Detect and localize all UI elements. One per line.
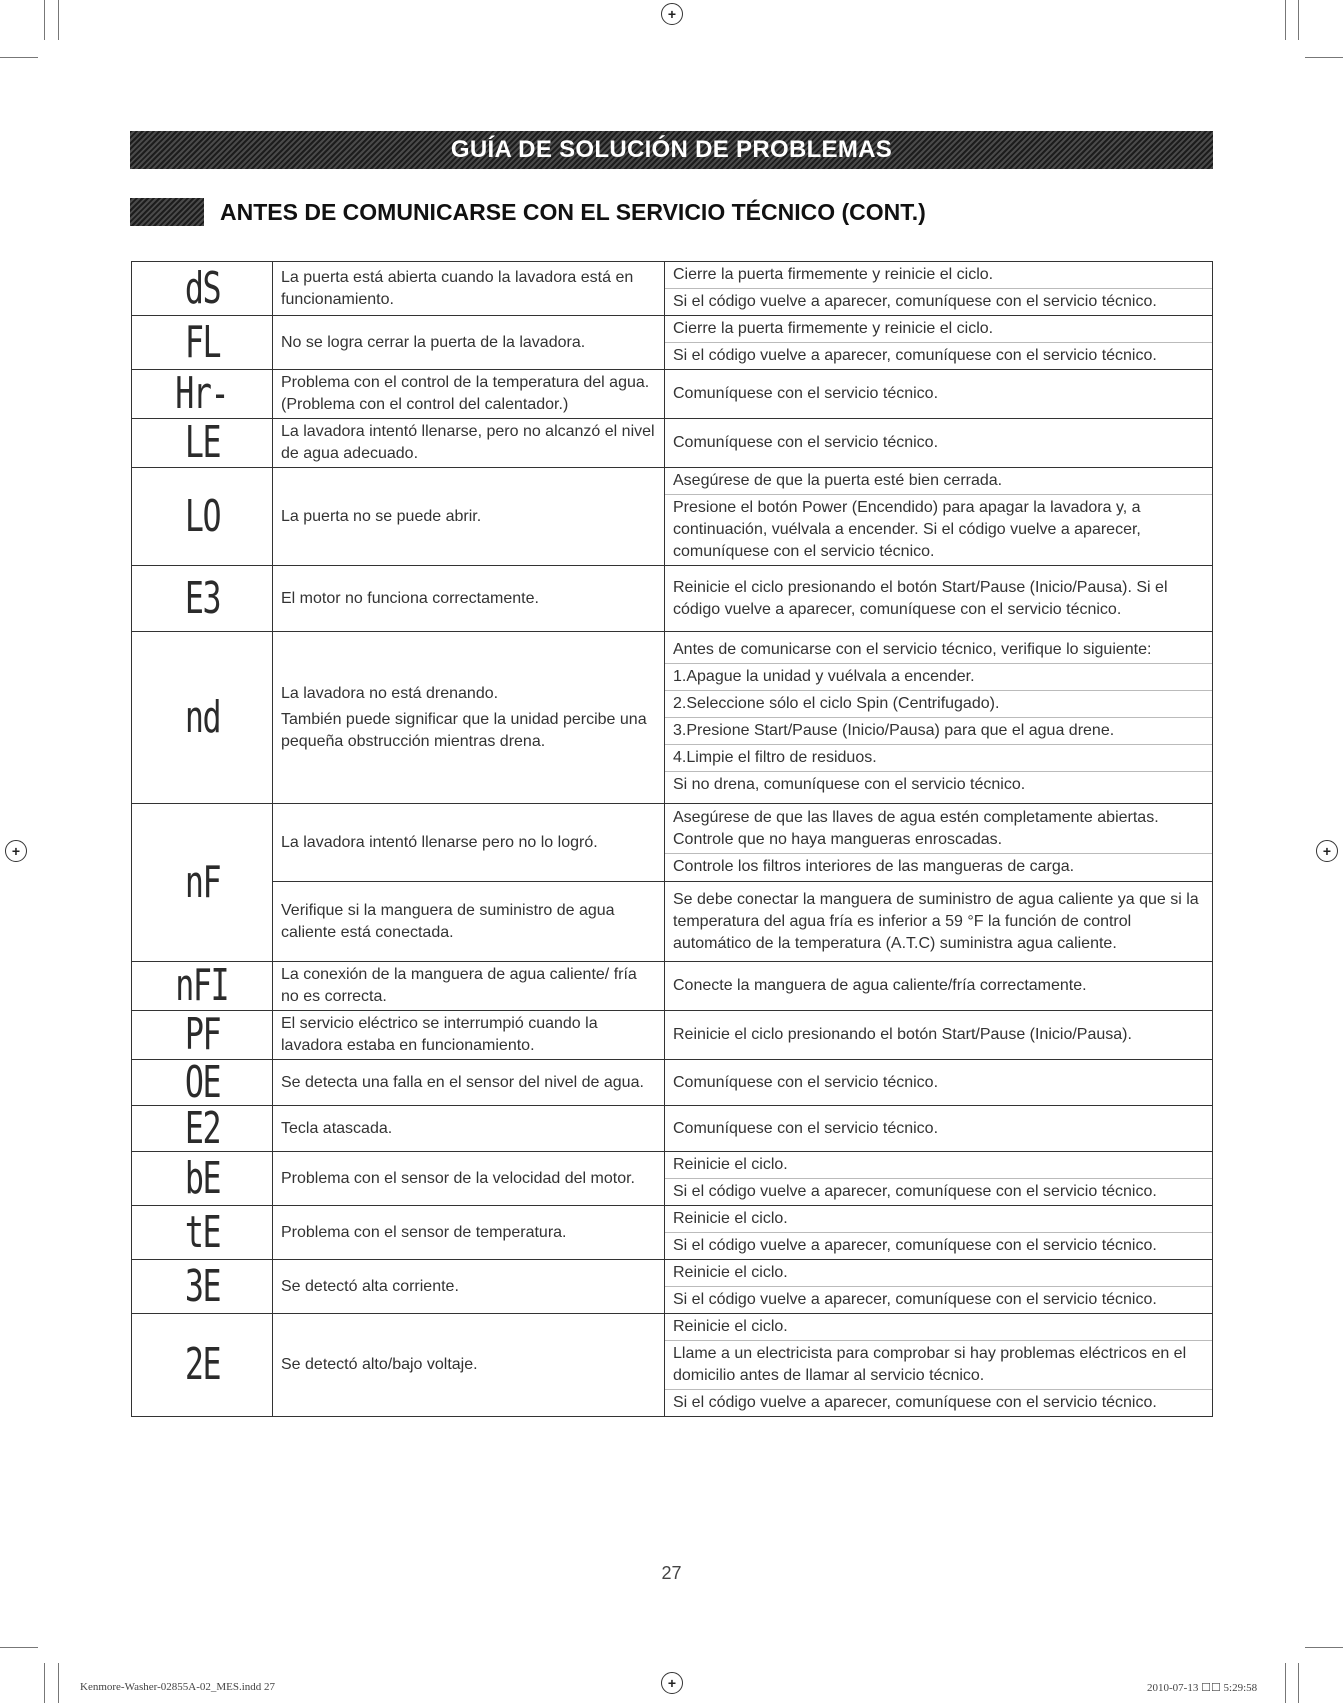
- problem-text: No se logra cerrar la puerta de la lavadora.: [281, 333, 586, 351]
- solution-cell: [665, 1152, 1213, 1206]
- solution-cell: [665, 1260, 1213, 1314]
- problem-cell: [273, 262, 665, 316]
- problem-text: El motor no funciona correctamente.: [281, 589, 539, 607]
- page-number: 27: [661, 1563, 682, 1583]
- error-code: tE: [184, 1206, 220, 1258]
- solution-line: Si el código vuelve a aparecer, comuníquese con el servicio técnico.: [673, 1183, 1157, 1200]
- problem-cell: [273, 468, 665, 566]
- solution-cell: [665, 1011, 1213, 1060]
- solution-cell: [665, 419, 1213, 468]
- error-code-cell: [132, 1011, 273, 1060]
- problem-text: Problema con el sensor de temperatura.: [281, 1223, 567, 1241]
- table-row: [132, 419, 1213, 468]
- solution-line: Si el código vuelve a aparecer, comuníquese con el servicio técnico.: [673, 347, 1157, 364]
- solution-line: Si el código vuelve a aparecer, comuníquese con el servicio técnico.: [673, 1291, 1157, 1308]
- problem-cell: [273, 566, 665, 632]
- problem-text: La puerta está abierta cuando la lavadora está en funcionamiento.: [281, 268, 634, 308]
- crop-mark: [1285, 0, 1286, 40]
- solution-cell: [665, 1060, 1213, 1106]
- solution-line: Comuníquese con el servicio técnico.: [673, 1073, 939, 1091]
- solution-cell: [665, 632, 1213, 804]
- solution-line: Reinicie el ciclo.: [665, 1152, 1212, 1179]
- problem-text: El servicio eléctrico se interrumpió cuando la lavadora estaba en funcionamiento.: [281, 1015, 598, 1054]
- solution-line: 4.Limpie el filtro de residuos.: [665, 745, 1212, 772]
- registration-mark-icon: +: [1316, 840, 1338, 862]
- page-banner: [130, 131, 1213, 169]
- section-marker: [130, 198, 204, 226]
- crop-mark: [1285, 1663, 1286, 1703]
- banner-title: GUÍA DE SOLUCIÓN DE PROBLEMAS: [450, 136, 893, 163]
- table-row: [132, 1260, 1213, 1314]
- footer-file-name: Kenmore-Washer-02855A-02_MES.indd 27: [80, 1681, 276, 1693]
- problem-cell: [273, 632, 665, 804]
- section-header: [130, 196, 926, 228]
- solution-cell: [665, 1206, 1213, 1260]
- solution-line: Si el código vuelve a aparecer, comuníquese con el servicio técnico.: [673, 293, 1157, 310]
- table-row: [132, 1152, 1213, 1206]
- table-row: [132, 370, 1213, 419]
- error-code: Hr-: [175, 368, 229, 419]
- error-code: 3E: [184, 1260, 220, 1312]
- error-code-cell: [132, 419, 273, 468]
- solution-line: Reinicie el ciclo.: [665, 1206, 1212, 1233]
- solution-line: Reinicie el ciclo.: [665, 1314, 1212, 1341]
- section-title: ANTES DE COMUNICARSE CON EL SERVICIO TÉCNICO (CONT.): [220, 198, 926, 225]
- problem-cell: [273, 419, 665, 468]
- problem-cell: [273, 1314, 665, 1417]
- problem-text: Problema con el sensor de la velocidad del motor.: [281, 1169, 635, 1187]
- table-row: [132, 262, 1213, 316]
- solution-cell: [665, 882, 1213, 962]
- table-row: [132, 962, 1213, 1011]
- solution-line: 2.Seleccione sólo el ciclo Spin (Centrifugado).: [665, 691, 1212, 718]
- problem-cell: [273, 1152, 665, 1206]
- footer-timestamp: 2010-07-13 ☐☐ 5:29:58: [1147, 1682, 1258, 1694]
- table-row: [132, 316, 1213, 370]
- problem-text: Tecla atascada.: [281, 1119, 393, 1137]
- problem-text: Se detectó alto/bajo voltaje.: [281, 1356, 478, 1373]
- solution-line: Reinicie el ciclo presionando el botón Start/Pause (Inicio/Pausa).: [673, 1026, 1132, 1043]
- problem-text: También puede significar que la unidad percibe una pequeña obstrucción mientras drena.: [281, 710, 647, 750]
- error-code-cell: [132, 632, 273, 804]
- error-code-cell: [132, 262, 273, 316]
- error-code: OE: [184, 1056, 220, 1108]
- crop-mark: [0, 1647, 38, 1648]
- error-code: nFI: [175, 960, 229, 1011]
- problem-cell: [273, 1106, 665, 1152]
- solution-line: Comuníquese con el servicio técnico.: [673, 385, 939, 402]
- error-code: bE: [184, 1152, 220, 1204]
- problem-cell: La lavadora intentó llenarse pero no lo logró.: [273, 804, 665, 882]
- error-code-cell: [132, 1056, 273, 1108]
- error-code-cell: [132, 468, 273, 566]
- table-row: [132, 882, 1213, 962]
- error-code-cell: [132, 316, 273, 370]
- error-code-cell: [132, 1314, 273, 1417]
- solution-line: Si el código vuelve a aparecer, comuníquese con el servicio técnico.: [673, 1394, 1157, 1411]
- solution-cell: [665, 370, 1213, 419]
- solution-line: Cierre la puerta firmemente y reinicie el ciclo.: [665, 316, 1212, 343]
- problem-text: La lavadora intentó llenarse, pero no alcanzó el nivel de agua adecuado.: [281, 423, 655, 462]
- error-code: nd: [184, 691, 220, 743]
- problem-cell: [273, 1060, 665, 1106]
- registration-mark-icon: +: [661, 1672, 683, 1694]
- error-code: LO: [184, 490, 220, 542]
- crop-mark: [1305, 1647, 1343, 1648]
- crop-mark: [1298, 0, 1299, 40]
- table-row: [132, 632, 1213, 804]
- problem-cell: [273, 316, 665, 370]
- solution-cell: [665, 962, 1213, 1011]
- solution-line: Cierre la puerta firmemente y reinicie el ciclo.: [665, 262, 1212, 289]
- problem-cell: [273, 370, 665, 419]
- error-code-cell: [132, 1102, 273, 1154]
- table-row: [132, 804, 1213, 882]
- solution-line: Controle los filtros interiores de las mangueras de carga.: [673, 858, 1075, 875]
- problem-text: Se detecta una falla en el sensor del nivel de agua.: [281, 1073, 644, 1091]
- troubleshooting-table: [131, 261, 1213, 1417]
- error-code: 2E: [184, 1339, 220, 1390]
- table-row: [132, 1206, 1213, 1260]
- error-code: FL: [184, 316, 220, 368]
- error-code: E2: [184, 1102, 220, 1154]
- solution-line: 1.Apague la unidad y vuélvala a encender.: [665, 664, 1212, 691]
- solution-line: Si no drena, comuníquese con el servicio técnico.: [673, 776, 1026, 793]
- solution-line: Si el código vuelve a aparecer, comuníquese con el servicio técnico.: [673, 1237, 1157, 1254]
- solution-cell: [665, 1106, 1213, 1152]
- problem-cell: [273, 1011, 665, 1060]
- solution-line: 3.Presione Start/Pause (Inicio/Pausa) para que el agua drene.: [665, 718, 1212, 745]
- crop-mark: [1298, 1663, 1299, 1703]
- solution-line: Llame a un electricista para comprobar si hay problemas eléctricos en el domicilio antes de llamar al servicio técnico.: [665, 1341, 1212, 1390]
- problem-text: Problema con el control de la temperatura del agua. (Problema con el control del calentador.): [281, 374, 650, 413]
- problem-text: La conexión de la manguera de agua caliente/ fría no es correcta.: [281, 966, 637, 1005]
- crop-mark: [1305, 57, 1343, 58]
- solution-cell: [665, 566, 1213, 632]
- solution-line: Reinicie el ciclo presionando el botón Start/Pause (Inicio/Pausa). Si el código vuelve a aparecer, comuníquese con el servicio técnico.: [673, 578, 1168, 618]
- solution-cell: [665, 468, 1213, 566]
- solution-line: Comuníquese con el servicio técnico.: [673, 434, 939, 451]
- solution-line: Reinicie el ciclo.: [665, 1260, 1212, 1287]
- solution-cell: [665, 316, 1213, 370]
- error-code-cell: [132, 1260, 273, 1314]
- crop-mark: [58, 1663, 59, 1703]
- table-row: [132, 468, 1213, 566]
- error-code-cell: [132, 804, 273, 962]
- problem-text: La lavadora no está drenando.: [281, 684, 499, 702]
- error-code: PF: [184, 1009, 220, 1060]
- table-row: [132, 1060, 1213, 1106]
- solution-line: Asegúrese de que las llaves de agua estén completamente abiertas. Controle que no haya mangueras enroscadas.: [665, 805, 1212, 854]
- problem-cell: [273, 1206, 665, 1260]
- error-code: LE: [184, 417, 220, 468]
- table-row: [132, 566, 1213, 632]
- solution-line: Conecte la manguera de agua caliente/fría correctamente.: [673, 977, 1087, 994]
- error-code: nF: [184, 856, 220, 908]
- solution-line: Presione el botón Power (Encendido) para apagar la lavadora y, a continuación, vuélvala a encender. Si el código vuelve a aparecer, comuníquese con el servicio técnico.: [673, 499, 1141, 560]
- crop-mark: [44, 1663, 45, 1703]
- crop-mark: [0, 57, 38, 58]
- problem-cell: Verifique si la manguera de suministro de agua caliente está conectada.: [273, 882, 665, 962]
- problem-text: La puerta no se puede abrir.: [281, 507, 482, 525]
- error-code: dS: [184, 262, 220, 314]
- solution-cell: [665, 262, 1213, 316]
- error-code-cell: [132, 370, 273, 419]
- problem-cell: [273, 1260, 665, 1314]
- error-code-cell: [132, 1206, 273, 1260]
- problem-cell: [273, 962, 665, 1011]
- solution-line: Antes de comunicarse con el servicio técnico, verifique lo siguiente:: [665, 637, 1212, 664]
- solution-line: Asegúrese de que la puerta esté bien cerrada.: [665, 468, 1212, 495]
- registration-mark-icon: +: [661, 3, 683, 25]
- error-code: E3: [184, 572, 220, 624]
- table-row: [132, 1106, 1213, 1152]
- solution-line: Se debe conectar la manguera de suministro de agua caliente ya que si la temperatura del agua fría es inferior a 59 °F la función de control automático de la temperatura (A.T.C) suministra agua caliente.: [673, 890, 1199, 952]
- error-code-cell: [132, 566, 273, 632]
- error-code-cell: [132, 1152, 273, 1206]
- crop-mark: [58, 0, 59, 40]
- table-row: [132, 1011, 1213, 1060]
- table-row: [132, 1314, 1213, 1417]
- crop-mark: [44, 0, 45, 40]
- registration-mark-icon: +: [5, 840, 27, 862]
- solution-line: Comuníquese con el servicio técnico.: [673, 1119, 939, 1137]
- error-code-cell: [132, 962, 273, 1011]
- problem-text: Se detectó alta corriente.: [281, 1277, 459, 1295]
- solution-cell: [665, 804, 1213, 882]
- solution-cell: [665, 1314, 1213, 1417]
